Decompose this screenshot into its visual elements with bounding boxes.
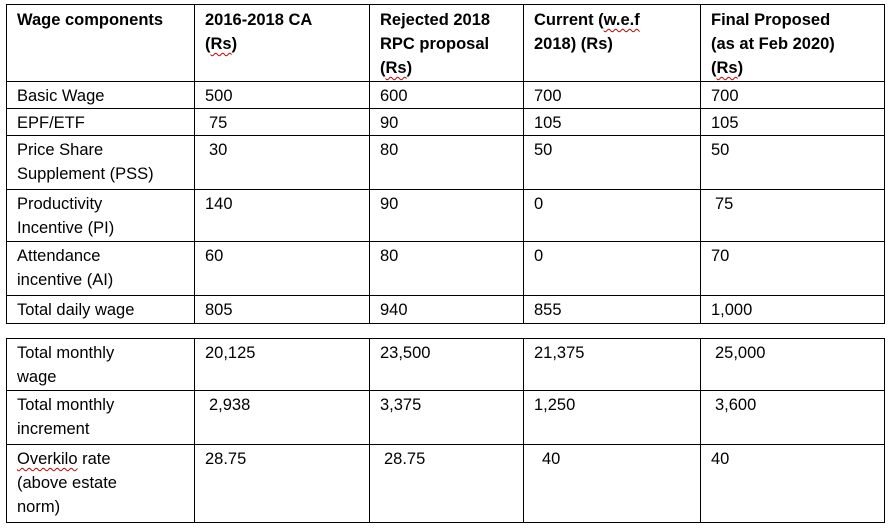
table-row	[7, 109, 885, 136]
table-row	[7, 296, 885, 324]
table-row	[7, 82, 885, 109]
table-row	[7, 445, 885, 523]
table-cell: 3,375	[370, 391, 524, 445]
table-cell: 75	[701, 190, 885, 242]
table-cell: 40	[524, 445, 701, 523]
header-cell: 2016-2018 CA (Rs)	[195, 5, 370, 82]
table-cell: 855	[524, 296, 701, 324]
table-cell: 1,250	[524, 391, 701, 445]
row-label	[7, 445, 195, 523]
table-cell: 80	[370, 136, 524, 190]
table-cell: 25,000	[701, 339, 885, 391]
table-row	[7, 391, 885, 445]
table-cell: 30	[195, 136, 370, 190]
row-label: Total daily wage	[7, 296, 195, 324]
table-cell: 1,000	[701, 296, 885, 324]
table-cell: 0	[524, 190, 701, 242]
table-row	[7, 190, 885, 242]
monthly-summary-table	[6, 338, 885, 523]
overkilo-label: Overkilo rate (above estate norm)	[17, 450, 117, 516]
table-cell: 90	[370, 109, 524, 136]
table-cell: 140	[195, 190, 370, 242]
table-cell: 50	[524, 136, 701, 190]
table-cell: 805	[195, 296, 370, 324]
table-row	[7, 136, 885, 190]
table-cell: 500	[195, 82, 370, 109]
table-cell: 28.75	[195, 445, 370, 523]
table-cell: 700	[701, 82, 885, 109]
table-cell: 2,938	[195, 391, 370, 445]
table-cell: 700	[524, 82, 701, 109]
table-cell: 75	[195, 109, 370, 136]
table-cell: 40	[701, 445, 885, 523]
table-row	[7, 242, 885, 296]
table-cell: 21,375	[524, 339, 701, 391]
table-cell: 90	[370, 190, 524, 242]
table-cell: 50	[701, 136, 885, 190]
table-cell: 105	[701, 109, 885, 136]
header-cell: Wage components	[7, 5, 195, 82]
header-row	[7, 5, 885, 82]
table-cell: 20,125	[195, 339, 370, 391]
header-cell: Rejected 2018 RPC proposal (Rs)	[370, 5, 524, 82]
table-cell: 0	[524, 242, 701, 296]
row-label: Total monthly wage	[7, 339, 195, 391]
table-cell: 80	[370, 242, 524, 296]
overkilo-word: Overkilo	[17, 450, 78, 468]
table-row	[7, 339, 885, 391]
row-label: Basic Wage	[7, 82, 195, 109]
row-label: Attendance incentive (AI)	[7, 242, 195, 296]
header-cell: Final Proposed (as at Feb 2020) (Rs)	[701, 5, 885, 82]
table-cell: 3,600	[701, 391, 885, 445]
row-label: Total monthly increment	[7, 391, 195, 445]
table-cell: 600	[370, 82, 524, 109]
header-cell: Current (w.e.f 2018) (Rs)	[524, 5, 701, 82]
row-label: Price Share Supplement (PSS)	[7, 136, 195, 190]
table-cell: 940	[370, 296, 524, 324]
table-cell: 28.75	[370, 445, 524, 523]
wage-comparison-table	[6, 4, 885, 324]
table-cell: 23,500	[370, 339, 524, 391]
table-cell: 105	[524, 109, 701, 136]
row-label: Productivity Incentive (PI)	[7, 190, 195, 242]
table-cell: 70	[701, 242, 885, 296]
table-cell: 60	[195, 242, 370, 296]
row-label: EPF/ETF	[7, 109, 195, 136]
